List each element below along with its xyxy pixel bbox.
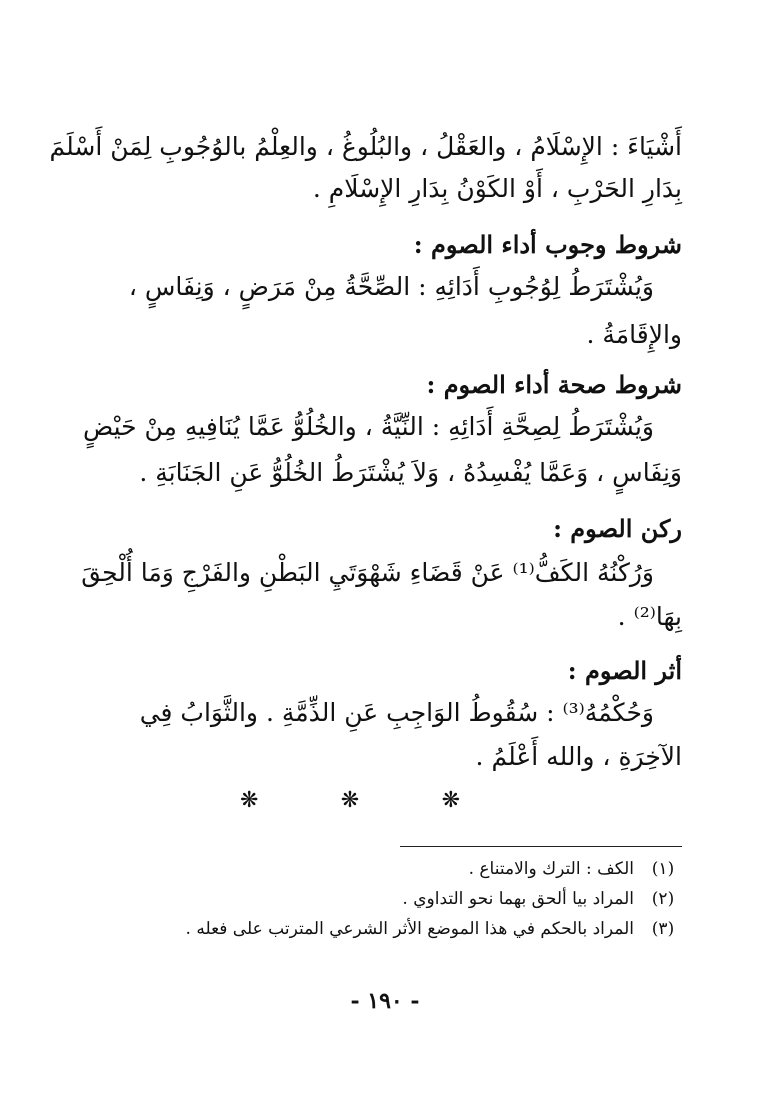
body-line: الآخِرَةِ ، والله أَعْلَمُ . bbox=[475, 742, 682, 771]
footnote-text: المراد بيا ألحق بهما نحو التداوي . bbox=[402, 889, 634, 909]
footnote-number: (١) bbox=[651, 859, 675, 879]
section-heading: شروط وجوب أداء الصوم : bbox=[413, 230, 682, 259]
asterism-icon: ❋ bbox=[240, 788, 259, 813]
footnote-number: (٢) bbox=[651, 889, 675, 909]
footnote-divider bbox=[400, 846, 682, 847]
section-heading: أثر الصوم : bbox=[567, 656, 682, 685]
body-line: وَيُشْتَرَطُ لِصِحَّةِ أَدَائِهِ : النِّيَّةُ ، والخُلُوُّ عَمَّا يُنَافِيهِ مِنْ حَيْضٍ bbox=[82, 412, 654, 441]
body-line: وَيُشْتَرَطُ لِوُجُوبِ أَدَائِهِ : الصِّحَّةُ مِنْ مَرَضٍ ، وَنِفَاسٍ ، bbox=[128, 272, 654, 301]
section-heading: ركن الصوم : bbox=[553, 514, 682, 543]
body-line: وَرُكْنُهُ الكَفُّ⁽¹⁾ عَنْ قَضَاءِ شَهْوَتَيِ البَطْنِ والفَرْجِ وَمَا أُلْحِقَ bbox=[81, 558, 654, 587]
section-heading: شروط صحة أداء الصوم : bbox=[426, 370, 682, 399]
footnote-number: (٣) bbox=[651, 919, 675, 939]
footnote-text: الكف : الترك والامتناع . bbox=[468, 859, 634, 879]
body-line: وَحُكْمُهُ⁽³⁾ : سُقُوطُ الوَاجِبِ عَنِ الذِّمَّةِ . والثَّوَابُ فِي bbox=[139, 698, 654, 727]
section-separator bbox=[240, 786, 460, 816]
footnote-text: المراد بالحكم في هذا الموضع الأثر الشرعي المترتب على فعله . bbox=[185, 919, 634, 939]
asterism-icon: ❋ bbox=[441, 788, 460, 813]
page-number: - ١٩٠ - bbox=[350, 988, 420, 1014]
footnote bbox=[82, 886, 682, 912]
body-line: بِهَا⁽²⁾ . bbox=[617, 602, 682, 631]
body-line: بِدَارِ الحَرْبِ ، أَوْ الكَوْنُ بِدَارِ الإِسْلَامِ . bbox=[312, 174, 682, 203]
footnote bbox=[82, 856, 682, 882]
body-line: وَنِفَاسٍ ، وَعَمَّا يُفْسِدُهُ ، وَلاَ يُشْتَرَطُ الخُلُوُّ عَنِ الجَنَابَةِ . bbox=[139, 458, 682, 487]
asterism-icon: ❋ bbox=[340, 788, 360, 813]
body-line: أَشْيَاءَ : الإِسْلَامُ ، والعَقْلُ ، والبُلُوغُ ، والعِلْمُ بالوُجُوبِ لِمَنْ أَسْلَمَ bbox=[49, 132, 682, 161]
footnote bbox=[82, 916, 682, 942]
body-line: والإِقَامَةُ . bbox=[586, 320, 682, 349]
